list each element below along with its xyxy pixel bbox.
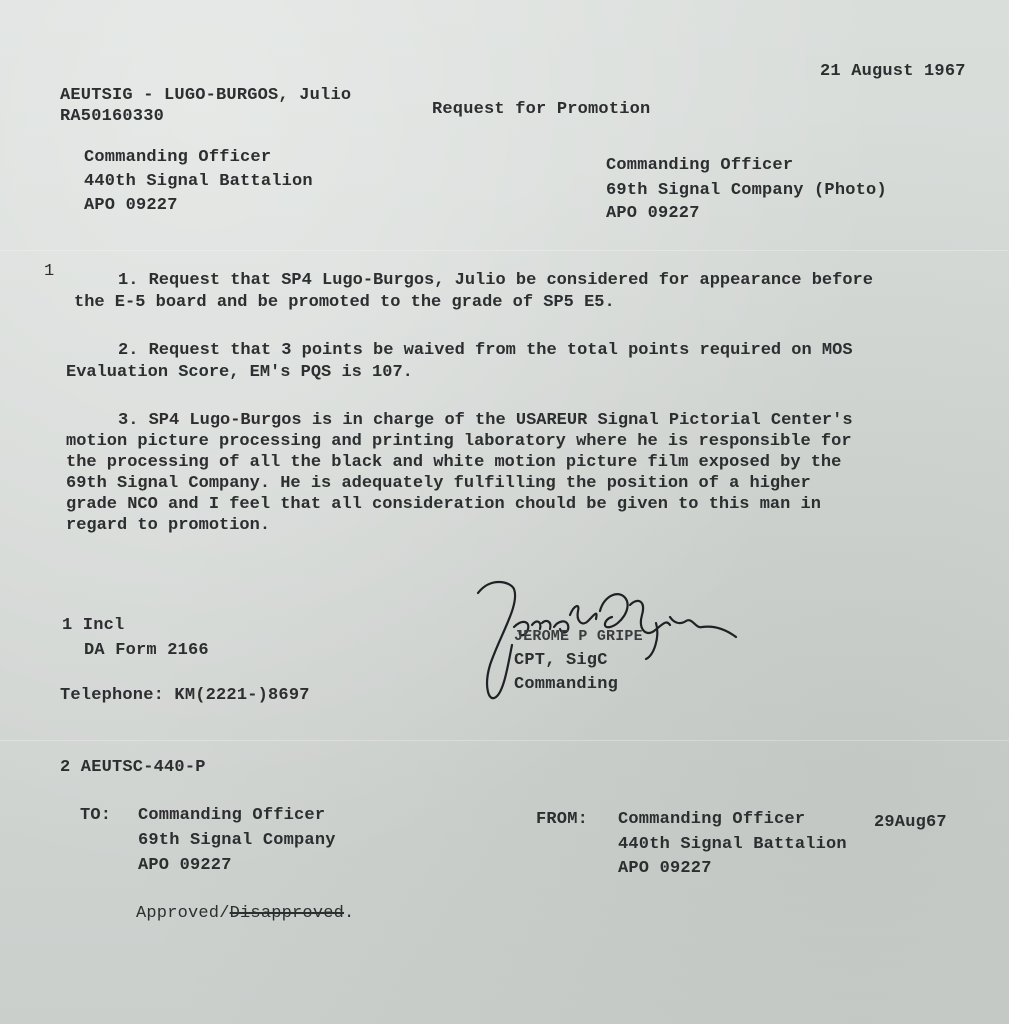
- to-address-line: 440th Signal Battalion: [84, 172, 313, 191]
- endorsement-from-line: Commanding Officer: [618, 810, 806, 829]
- approved-text: Approved/: [136, 904, 230, 923]
- signer-name: JEROME P GRIPE: [514, 628, 643, 645]
- paragraph-line: the E-5 board and be promoted to the grade of SP5 E5.: [74, 293, 615, 312]
- to-address-line: Commanding Officer: [84, 148, 272, 167]
- approval-period: .: [344, 904, 355, 923]
- signer-rank: CPT, SigC: [514, 651, 608, 670]
- paragraph-line: regard to promotion.: [66, 516, 271, 535]
- to-address-line: APO 09227: [84, 196, 178, 215]
- endorsement-date: 29Aug67: [874, 813, 947, 832]
- paper-crease: [0, 740, 1009, 741]
- endorsement-to-line: Commanding Officer: [138, 806, 326, 825]
- paragraph-line: 69th Signal Company. He is adequately fulfilling the position of a higher: [66, 474, 811, 493]
- paragraph-line: the processing of all the black and white motion picture film exposed by the: [66, 453, 842, 472]
- endorsement-to-line: 69th Signal Company: [138, 831, 336, 850]
- paragraph-1: [74, 270, 873, 314]
- paragraph-line: Evaluation Score, EM's PQS is 107.: [66, 363, 413, 382]
- from-address-line: APO 09227: [606, 204, 700, 223]
- enclosure-form: DA Form 2166: [84, 641, 209, 660]
- service-number: RA50160330: [60, 107, 165, 126]
- margin-mark: 1: [44, 262, 55, 281]
- endorsement-from-line: 440th Signal Battalion: [618, 835, 847, 854]
- office-symbol: AEUTSIG - LUGO-BURGOS, Julio: [60, 86, 352, 105]
- paper-crease: [0, 250, 1009, 251]
- paragraph-line: 3. SP4 Lugo-Burgos is in charge of the USAREUR Signal Pictorial Center's: [118, 411, 853, 430]
- disapproved-struck-text: Disapproved: [229, 904, 345, 923]
- paragraph-line: grade NCO and I feel that all consideration chould be given to this man in: [66, 495, 821, 514]
- subject-line: Request for Promotion: [432, 100, 651, 119]
- paragraph-2: [66, 340, 853, 384]
- signer-title: Commanding: [514, 675, 619, 694]
- paragraph-line: 2. Request that 3 points be waived from the total points required on MOS: [118, 341, 853, 360]
- from-address-line: 69th Signal Company (Photo): [606, 181, 887, 200]
- endorsement-to-line: APO 09227: [138, 856, 232, 875]
- endorsement-reference: 2 AEUTSC-440-P: [60, 758, 206, 777]
- approval-line: [136, 904, 354, 924]
- endorsement-to-label: TO:: [80, 806, 112, 825]
- paragraph-line: 1. Request that SP4 Lugo-Burgos, Julio be considered for appearance before: [118, 271, 873, 290]
- endorsement-from-label: FROM:: [536, 810, 589, 829]
- signature-block: [470, 575, 750, 705]
- endorsement-from-line: APO 09227: [618, 859, 712, 878]
- enclosure-count: 1 Incl: [62, 616, 125, 635]
- telephone: Telephone: KM(2221-)8697: [60, 686, 310, 705]
- from-address-line: Commanding Officer: [606, 156, 794, 175]
- letter-date: 21 August 1967: [820, 62, 966, 81]
- paragraph-3: [66, 410, 853, 536]
- paragraph-line: motion picture processing and printing laboratory where he is responsible for: [66, 432, 852, 451]
